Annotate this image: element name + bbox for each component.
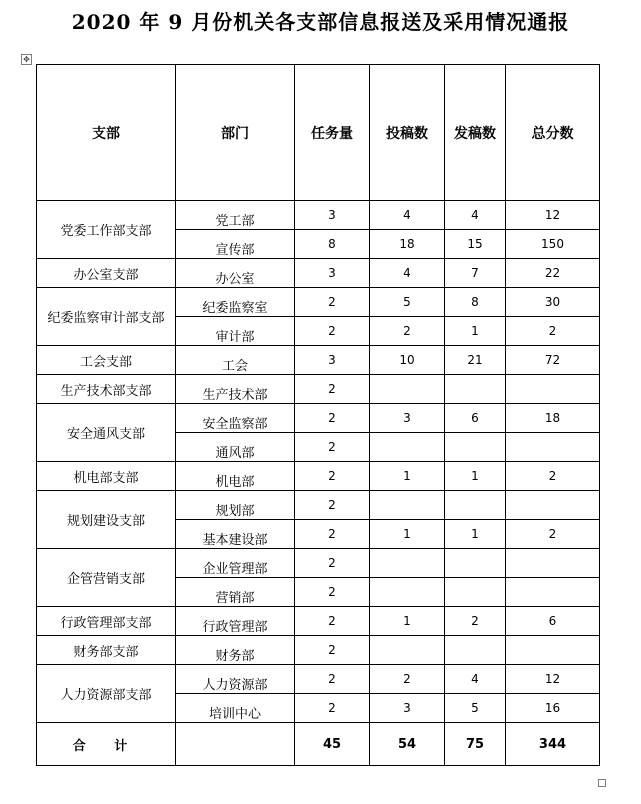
published-cell: 4 xyxy=(445,665,506,694)
branch-cell: 生产技术部支部 xyxy=(37,375,176,404)
task-cell: 2 xyxy=(295,665,370,694)
published-cell xyxy=(445,578,506,607)
submitted-cell: 1 xyxy=(370,520,445,549)
submitted-cell: 3 xyxy=(370,694,445,723)
score-cell: 18 xyxy=(506,404,600,433)
submitted-cell: 1 xyxy=(370,607,445,636)
header-task: 任务量 xyxy=(295,65,370,201)
score-cell: 2 xyxy=(506,520,600,549)
branch-cell: 安全通风支部 xyxy=(37,404,176,462)
header-score: 总分数 xyxy=(506,65,600,201)
submitted-cell: 10 xyxy=(370,346,445,375)
score-cell xyxy=(506,491,600,520)
branch-cell: 财务部支部 xyxy=(37,636,176,665)
submitted-cell: 2 xyxy=(370,665,445,694)
total-published: 75 xyxy=(445,723,506,766)
task-cell: 2 xyxy=(295,375,370,404)
submitted-cell: 5 xyxy=(370,288,445,317)
submitted-cell: 4 xyxy=(370,259,445,288)
department-cell: 机电部 xyxy=(176,462,295,491)
table-row xyxy=(37,665,600,694)
published-cell: 1 xyxy=(445,462,506,491)
department-cell: 营销部 xyxy=(176,578,295,607)
branch-cell: 党委工作部支部 xyxy=(37,201,176,259)
total-submitted: 54 xyxy=(370,723,445,766)
published-cell: 4 xyxy=(445,201,506,230)
resize-handle-icon[interactable] xyxy=(598,779,606,787)
score-cell xyxy=(506,549,600,578)
total-row xyxy=(37,723,600,766)
published-cell: 2 xyxy=(445,607,506,636)
department-cell: 基本建设部 xyxy=(176,520,295,549)
department-cell: 安全监察部 xyxy=(176,404,295,433)
task-cell: 3 xyxy=(295,259,370,288)
table-row xyxy=(37,259,600,288)
published-cell: 5 xyxy=(445,694,506,723)
submitted-cell xyxy=(370,433,445,462)
score-cell: 150 xyxy=(506,230,600,259)
department-cell: 宣传部 xyxy=(176,230,295,259)
submitted-cell xyxy=(370,636,445,665)
total-score: 344 xyxy=(506,723,600,766)
task-cell: 2 xyxy=(295,317,370,346)
department-cell: 行政管理部 xyxy=(176,607,295,636)
department-cell: 通风部 xyxy=(176,433,295,462)
submitted-cell: 4 xyxy=(370,201,445,230)
submitted-cell: 18 xyxy=(370,230,445,259)
score-cell: 6 xyxy=(506,607,600,636)
department-cell: 工会 xyxy=(176,346,295,375)
task-cell: 2 xyxy=(295,636,370,665)
table-row xyxy=(37,549,600,578)
published-cell xyxy=(445,375,506,404)
task-cell: 2 xyxy=(295,520,370,549)
score-cell: 30 xyxy=(506,288,600,317)
table-row xyxy=(37,636,600,665)
task-cell: 2 xyxy=(295,462,370,491)
task-cell: 2 xyxy=(295,433,370,462)
task-cell: 2 xyxy=(295,491,370,520)
score-cell xyxy=(506,636,600,665)
submitted-cell xyxy=(370,578,445,607)
total-label: 合 计 xyxy=(37,723,176,766)
task-cell: 2 xyxy=(295,578,370,607)
task-cell: 3 xyxy=(295,201,370,230)
published-cell xyxy=(445,433,506,462)
score-cell: 2 xyxy=(506,462,600,491)
score-cell: 72 xyxy=(506,346,600,375)
score-cell xyxy=(506,578,600,607)
published-cell xyxy=(445,549,506,578)
submitted-cell: 3 xyxy=(370,404,445,433)
task-cell: 2 xyxy=(295,549,370,578)
branch-cell: 行政管理部支部 xyxy=(37,607,176,636)
department-cell: 审计部 xyxy=(176,317,295,346)
table-row xyxy=(37,404,600,433)
score-cell: 12 xyxy=(506,201,600,230)
score-cell xyxy=(506,433,600,462)
published-cell: 1 xyxy=(445,520,506,549)
branch-cell: 工会支部 xyxy=(37,346,176,375)
score-cell xyxy=(506,375,600,404)
submitted-cell xyxy=(370,491,445,520)
published-cell xyxy=(445,636,506,665)
table-row xyxy=(37,491,600,520)
total-task: 45 xyxy=(295,723,370,766)
task-cell: 2 xyxy=(295,404,370,433)
table-row xyxy=(37,346,600,375)
header-branch: 支部 xyxy=(37,65,176,201)
department-cell: 财务部 xyxy=(176,636,295,665)
table-row xyxy=(37,607,600,636)
published-cell: 15 xyxy=(445,230,506,259)
score-cell: 2 xyxy=(506,317,600,346)
submitted-cell: 2 xyxy=(370,317,445,346)
branch-cell: 办公室支部 xyxy=(37,259,176,288)
page-title: 2020 年 9 月份机关各支部信息报送及采用情况通报 xyxy=(71,10,570,34)
report-table xyxy=(36,64,600,766)
table-row xyxy=(37,462,600,491)
branch-cell: 纪委监察审计部支部 xyxy=(37,288,176,346)
task-cell: 2 xyxy=(295,288,370,317)
department-cell: 企业管理部 xyxy=(176,549,295,578)
submitted-cell: 1 xyxy=(370,462,445,491)
branch-cell: 企管营销支部 xyxy=(37,549,176,607)
table-row xyxy=(37,288,600,317)
header-published: 发稿数 xyxy=(445,65,506,201)
score-cell: 22 xyxy=(506,259,600,288)
department-cell: 培训中心 xyxy=(176,694,295,723)
table-row xyxy=(37,375,600,404)
score-cell: 16 xyxy=(506,694,600,723)
task-cell: 2 xyxy=(295,694,370,723)
score-cell: 12 xyxy=(506,665,600,694)
department-cell: 纪委监察室 xyxy=(176,288,295,317)
published-cell: 21 xyxy=(445,346,506,375)
move-icon[interactable]: ✥ xyxy=(21,54,32,65)
branch-cell: 人力资源部支部 xyxy=(37,665,176,723)
published-cell: 7 xyxy=(445,259,506,288)
total-department xyxy=(176,723,295,766)
header-department: 部门 xyxy=(176,65,295,201)
department-cell: 人力资源部 xyxy=(176,665,295,694)
table-row xyxy=(37,201,600,230)
task-cell: 2 xyxy=(295,607,370,636)
published-cell: 6 xyxy=(445,404,506,433)
department-cell: 党工部 xyxy=(176,201,295,230)
department-cell: 办公室 xyxy=(176,259,295,288)
header-row xyxy=(37,65,600,201)
department-cell: 规划部 xyxy=(176,491,295,520)
branch-cell: 机电部支部 xyxy=(37,462,176,491)
header-submitted: 投稿数 xyxy=(370,65,445,201)
published-cell xyxy=(445,491,506,520)
department-cell: 生产技术部 xyxy=(176,375,295,404)
published-cell: 8 xyxy=(445,288,506,317)
submitted-cell xyxy=(370,375,445,404)
published-cell: 1 xyxy=(445,317,506,346)
task-cell: 8 xyxy=(295,230,370,259)
submitted-cell xyxy=(370,549,445,578)
branch-cell: 规划建设支部 xyxy=(37,491,176,549)
task-cell: 3 xyxy=(295,346,370,375)
